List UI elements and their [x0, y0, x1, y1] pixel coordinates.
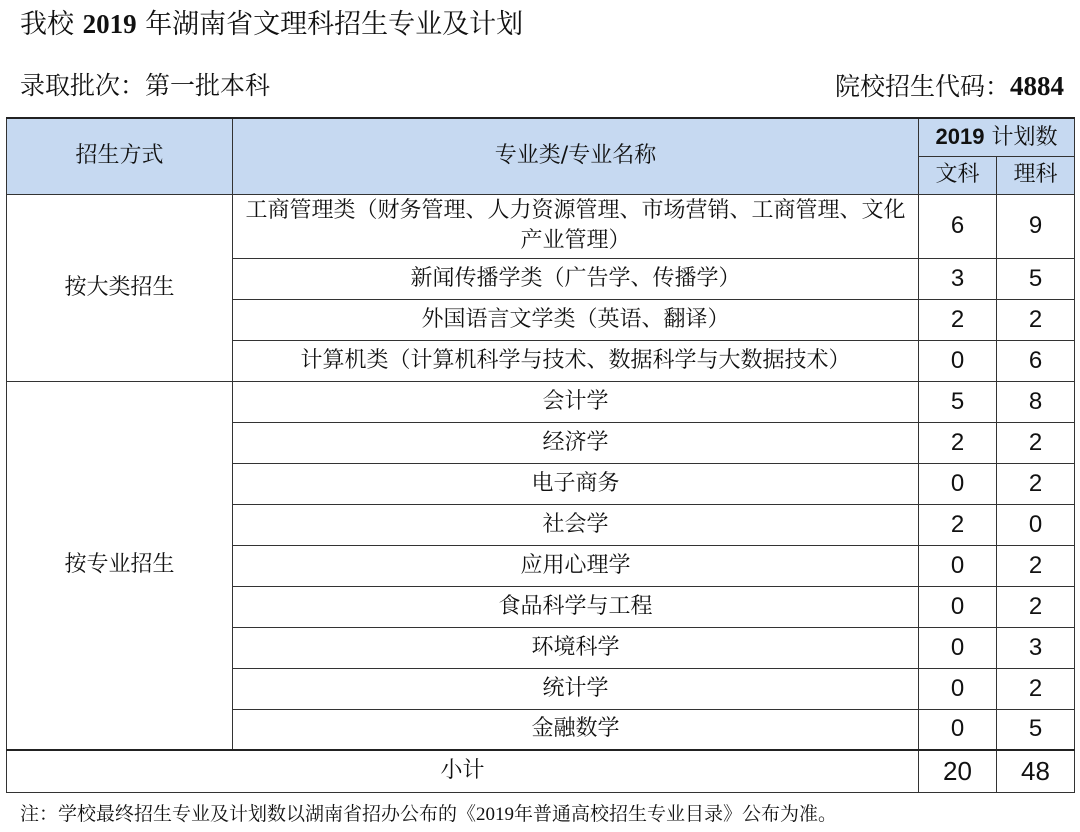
school-code [835, 66, 1064, 107]
arts-count: 2 [919, 504, 997, 545]
arts-count: 0 [919, 668, 997, 709]
arts-count: 0 [919, 463, 997, 504]
header-plan [919, 118, 1075, 156]
school-code-value: 4884 [1010, 71, 1064, 101]
page-title [20, 4, 523, 45]
science-count: 9 [997, 194, 1075, 258]
arts-count: 2 [919, 422, 997, 463]
school-code-label: 院校招生代码： [834, 72, 1010, 101]
table-row [7, 194, 1075, 258]
major-name: 工商管理类（财务管理、人力资源管理、市场营销、工商管理、文化产业管理） [233, 194, 919, 258]
header-science: 理科 [997, 156, 1075, 194]
group-method: 按大类招生 [7, 194, 233, 381]
table-row [7, 381, 1075, 422]
science-count: 2 [997, 463, 1075, 504]
major-name: 新闻传播学类（广告学、传播学） [233, 258, 919, 299]
footnote-suffix: 年普通高校招生专业目录》公布为准。 [514, 803, 838, 825]
footnote-year: 2019 [476, 804, 515, 825]
major-name: 金融数学 [233, 709, 919, 750]
major-name: 应用心理学 [233, 545, 919, 586]
major-name: 计算机类（计算机科学与技术、数据科学与大数据技术） [233, 340, 919, 381]
enrollment-plan-table [6, 117, 1075, 793]
subtotal-label: 小计 [7, 750, 919, 792]
science-count: 2 [997, 586, 1075, 627]
science-count: 5 [997, 258, 1075, 299]
science-count: 2 [997, 668, 1075, 709]
title-prefix: 我校 [20, 9, 74, 40]
header-plan-label: 计划数 [991, 124, 1058, 150]
footnote [20, 800, 837, 829]
science-count: 6 [997, 340, 1075, 381]
science-count: 2 [997, 299, 1075, 340]
title-year: 2019 [82, 9, 137, 39]
group-method: 按专业招生 [7, 381, 233, 750]
major-name: 环境科学 [233, 627, 919, 668]
science-count: 5 [997, 709, 1075, 750]
science-count: 3 [997, 627, 1075, 668]
major-name: 会计学 [233, 381, 919, 422]
science-count: 2 [997, 545, 1075, 586]
arts-count: 0 [919, 586, 997, 627]
title-suffix: 年湖南省文理科招生专业及计划 [145, 9, 524, 40]
header-major: 专业类/专业名称 [233, 118, 919, 194]
science-count: 8 [997, 381, 1075, 422]
arts-count: 0 [919, 709, 997, 750]
subtotal-science: 48 [997, 750, 1075, 792]
header-plan-year: 2019 [935, 123, 985, 149]
subtotal-arts: 20 [919, 750, 997, 792]
arts-count: 6 [919, 194, 997, 258]
subtotal-row [7, 750, 1075, 792]
science-count: 0 [997, 504, 1075, 545]
arts-count: 0 [919, 545, 997, 586]
batch-label: 录取批次：第一批本科 [20, 71, 271, 100]
science-count: 2 [997, 422, 1075, 463]
major-name: 社会学 [233, 504, 919, 545]
major-name: 电子商务 [233, 463, 919, 504]
arts-count: 0 [919, 340, 997, 381]
header-arts: 文科 [919, 156, 997, 194]
arts-count: 0 [919, 627, 997, 668]
header-method: 招生方式 [7, 118, 233, 194]
arts-count: 3 [919, 258, 997, 299]
major-name: 经济学 [233, 422, 919, 463]
footnote-prefix: 注：学校最终招生专业及计划数以湖南省招办公布的《 [20, 803, 477, 825]
major-name: 食品科学与工程 [233, 586, 919, 627]
arts-count: 5 [919, 381, 997, 422]
major-name: 统计学 [233, 668, 919, 709]
arts-count: 2 [919, 299, 997, 340]
major-name: 外国语言文学类（英语、翻译） [233, 299, 919, 340]
